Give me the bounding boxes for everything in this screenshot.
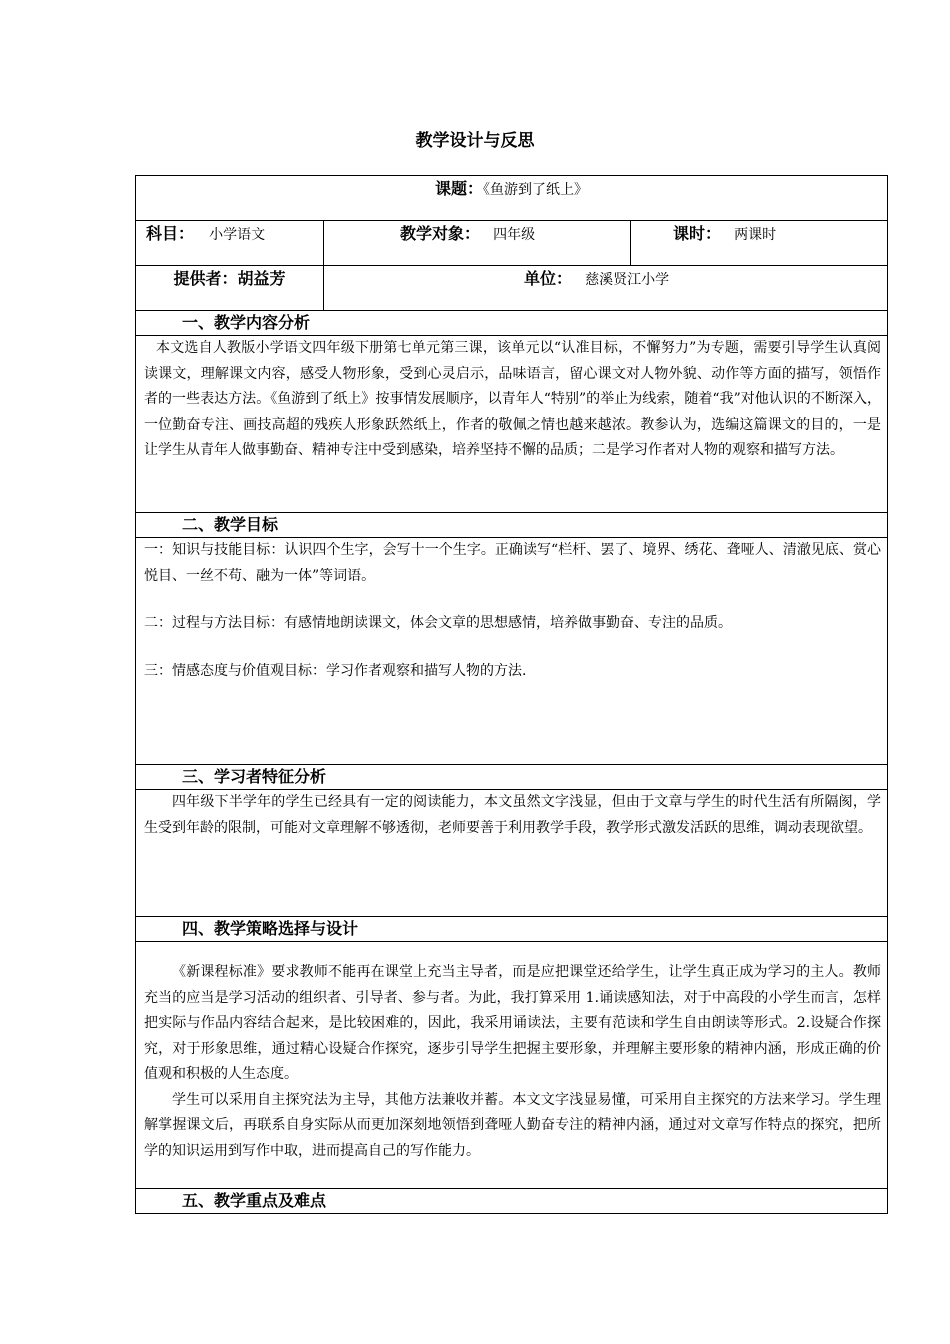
hours-value: 两课时: [734, 227, 777, 243]
provider-label: 提供者：胡益芳: [173, 269, 286, 288]
goal-knowledge: 一：知识与技能目标：认识四个生字，会写十一个生字。正确读写“栏杆、罢了、境界、绣花、聋哑人、清澈见底、赏心悦目、一丝不苟、融为一体”等词语。: [144, 542, 882, 584]
unit-value: 慈溪贤江小学: [585, 272, 670, 288]
lesson-plan-table: [135, 175, 888, 1214]
section-goals-title: 二、教学目标: [182, 515, 279, 534]
document-title: 教学设计与反思: [415, 131, 535, 151]
unit-label: 单位：: [524, 269, 573, 288]
section-learners-header-row: [136, 765, 888, 790]
section-strategy-body: [136, 942, 887, 1164]
topic-row: [136, 176, 888, 221]
content-analysis-paragraph: 本文选自人教版小学语文四年级下册第七单元第三课，该单元以“认准目标，不懈努力”为专题，需要引导学生认真阅读课文，理解课文内容，感受人物形象，受到心灵启示，品味语言，留心课文对人物外貌、动作等方面的描写，领悟作者的一些表达方法。《鱼游到了纸上》按事情发展顺序，以青年人“特别”的举止为线索，随着“我”对他认识的不断深入，一位勤奋专注、画技高超的残疾人形象跃然纸上，作者的敬佩之情也越来越浓。教参认为，选编这篇课文的目的，一是让学生从青年人做事勤奋、精神专注中受到感染，培养坚持不懈的品质；二是学习作者对人物的观察和描写方法。: [144, 340, 882, 458]
section-key-points-title: 五、教学重点及难点: [182, 1191, 327, 1210]
topic-label: 课题：: [435, 179, 484, 198]
audience-cell: [324, 221, 631, 266]
section-strategy-header-row: [136, 917, 888, 942]
provider-row: [136, 266, 888, 311]
section-content-analysis-header-row: [136, 311, 888, 336]
subject-cell: [136, 221, 324, 266]
hours-cell: [631, 221, 888, 266]
section-key-points-header-row: [136, 1189, 888, 1214]
section-learners-title: 三、学习者特征分析: [182, 767, 327, 786]
section-strategy-body-row: [136, 942, 888, 1189]
hours-label: 课时：: [673, 224, 722, 243]
goal-process: 二：过程与方法目标：有感情地朗读课文，体会文章的思想感情，培养做事勤奋、专注的品质。: [144, 615, 732, 631]
section-content-analysis-body-row: [136, 336, 888, 513]
meta-row: [136, 221, 888, 266]
topic-cell: [136, 176, 888, 221]
section-goals-body-row: [136, 538, 888, 765]
section-content-analysis-body: [136, 336, 887, 464]
section-content-analysis-title: 一、教学内容分析: [182, 313, 311, 332]
learners-paragraph: 四年级下半学年的学生已经具有一定的阅读能力，本文虽然文字浅显，但由于文章与学生的时代生活有所隔阂，学生受到年龄的限制，可能对文章理解不够透彻，老师要善于利用教学手段，教学形式激发活跃的思维，调动表现欲望。: [144, 794, 882, 836]
section-learners-body: [136, 790, 887, 841]
strategy-paragraph-1: 《新课程标准》要求教师不能再在课堂上充当主导者，而是应把课堂还给学生，让学生真正成为学习的主人。教师充当的应当是学习活动的组织者、引导者、参与者。为此，我打算采用 1.诵读感知法，对于中高段的小学生而言，怎样把实际与作品内容结合起来，是比较困难的，因此，我采用诵读法，主要有范读和学生自由朗读等形式。2.设疑合作探究，对于形象思维，通过精心设疑合作探究，逐步引导学生把握主要形象，并理解主要形象的精神内涵，形成正确的价值观和积极的人生态度。: [144, 964, 882, 1082]
unit-cell: [324, 266, 888, 311]
audience-label: 教学对象：: [400, 224, 481, 243]
section-strategy-title: 四、教学策略选择与设计: [182, 919, 359, 938]
audience-value: 四年级: [493, 227, 536, 243]
provider-cell: [136, 266, 324, 311]
section-learners-body-row: [136, 790, 888, 917]
subject-value: 小学语文: [209, 227, 266, 243]
goal-attitude: 三：情感态度与价值观目标：学习作者观察和描写人物的方法.: [144, 662, 527, 679]
subject-label: 科目：: [146, 224, 195, 243]
section-goals-body: [136, 538, 887, 684]
topic-value: 《鱼游到了纸上》: [483, 182, 589, 198]
section-goals-header-row: [136, 513, 888, 538]
strategy-paragraph-2: 学生可以采用自主探究法为主导，其他方法兼收并蓄。本文文字浅显易懂，可采用自主探究的方法来学习。学生理解掌握课文后，再联系自身实际从而更加深刻地领悟到聋哑人勤奋专注的精神内涵，通过对文章写作特点的探究，把所学的知识运用到写作中取，进而提高自己的写作能力。: [144, 1091, 882, 1159]
